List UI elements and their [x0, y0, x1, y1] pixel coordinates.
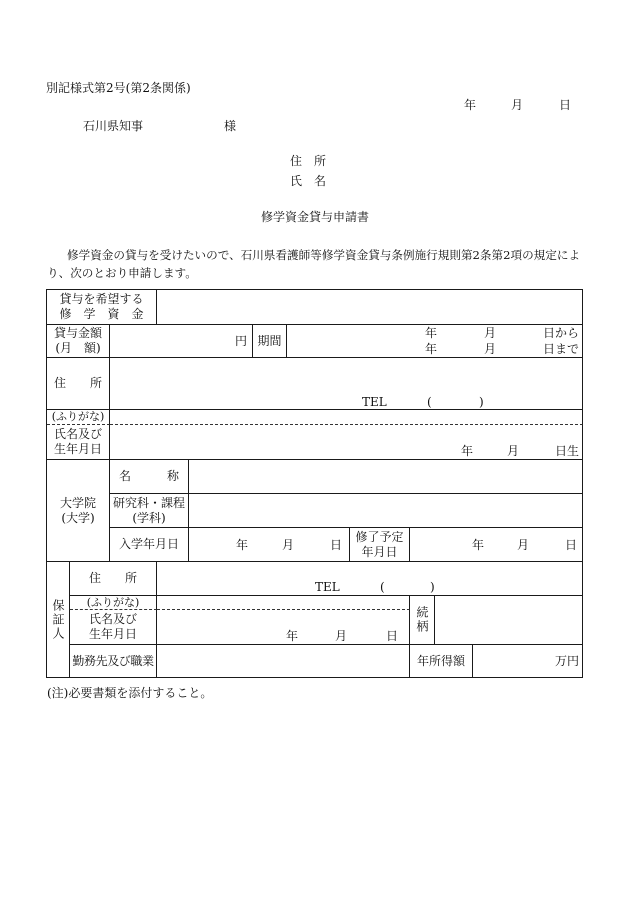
desired-fund-label-line: 貸与を希望する	[59, 292, 144, 306]
period-label	[253, 325, 287, 358]
loan-amount-label	[47, 325, 110, 358]
date-month-unit: 月	[511, 98, 524, 112]
guarantor-birth-year-unit: 年	[286, 629, 299, 643]
guarantor-birth-day-unit: 日	[386, 629, 399, 643]
man-yen-unit: 万円	[555, 654, 580, 668]
guarantor-name-birth-label-line: 生年月日	[88, 627, 137, 641]
department-label	[110, 494, 189, 528]
period-from-month: 月	[484, 326, 497, 340]
guarantor-label-cell	[47, 562, 70, 678]
date-year-unit: 年	[464, 98, 477, 112]
form-number: 別記様式第2号(第2条関係)	[46, 81, 191, 95]
addressee-name: 石川県知事	[83, 119, 144, 133]
school-label	[47, 460, 110, 562]
guarantor-name-birth-label	[70, 610, 157, 645]
guarantor-furigana-field	[157, 596, 410, 610]
enrollment-month-unit: 月	[282, 538, 295, 552]
completion-day-unit: 日	[565, 538, 578, 552]
guarantor-label: 保証人	[51, 598, 65, 641]
relationship-field	[435, 596, 583, 645]
completion-month-unit: 月	[517, 538, 530, 552]
school-name-label-text: 名 称	[118, 469, 179, 483]
loan-amount-field	[110, 325, 253, 358]
loan-amount-label-line: 貸与金額	[53, 326, 102, 340]
guarantor-furigana-label	[70, 596, 157, 610]
birth-day-unit: 日生	[555, 444, 580, 458]
period-to-year: 年	[425, 342, 438, 356]
enrollment-date-label	[110, 528, 189, 562]
guarantor-tel-label: TEL	[315, 580, 340, 594]
date-day-unit: 日	[559, 98, 572, 112]
enrollment-day-unit: 日	[330, 538, 343, 552]
guarantor-furigana-label-text: (ふりがな)	[86, 595, 140, 609]
school-name-label	[110, 460, 189, 494]
birth-month-unit: 月	[507, 444, 520, 458]
annual-income-label	[410, 645, 473, 678]
intro-text-line: 修学資金の貸与を受けたいので、石川県看護師等修学資金貸与条例施行規則第2条第2項の規定によ	[67, 248, 581, 262]
applicant-address-label	[47, 358, 110, 410]
birth-year-unit: 年	[461, 444, 474, 458]
guarantor-tel-close-paren: )	[430, 580, 435, 594]
applicant-tel-open-paren: (	[427, 395, 432, 409]
guarantor-address-field	[157, 562, 583, 596]
completion-date-label	[350, 528, 410, 562]
applicant-furigana-label	[47, 410, 110, 425]
applicant-name-heading: 氏 名	[290, 174, 327, 188]
applicant-name-birth-label-line: 氏名及び	[53, 427, 102, 441]
yen-unit: 円	[235, 334, 248, 348]
enrollment-year-unit: 年	[236, 538, 249, 552]
desired-fund-field	[157, 290, 583, 325]
relationship-label: 続柄	[415, 606, 429, 634]
applicant-address-field	[110, 358, 583, 410]
occupation-label	[70, 645, 157, 678]
period-from-year: 年	[425, 326, 438, 340]
applicant-tel-label: TEL	[362, 395, 387, 409]
completion-year-unit: 年	[472, 538, 485, 552]
completion-date-field	[410, 528, 583, 562]
applicant-furigana-field	[110, 410, 583, 425]
school-label-line: (大学)	[61, 510, 95, 525]
guarantor-birth-month-unit: 月	[335, 629, 348, 643]
annual-income-label-text: 年所得額	[416, 653, 465, 668]
period-to-day: 日まで	[543, 342, 580, 356]
occupation-field	[157, 645, 410, 678]
completion-date-label-line: 修了予定	[355, 529, 404, 544]
guarantor-name-birth-field	[157, 610, 410, 645]
enrollment-date-label-text: 入学年月日	[118, 537, 179, 551]
applicant-name-birth-field	[110, 425, 583, 460]
department-label-line: (学科)	[132, 510, 166, 525]
applicant-tel-close-paren: )	[479, 395, 484, 409]
occupation-label-text: 勤務先及び職業	[72, 653, 154, 668]
guarantor-name-birth-label-line: 氏名及び	[88, 612, 137, 626]
desired-fund-label	[47, 290, 157, 325]
period-to-month: 月	[484, 342, 497, 356]
relationship-label-cell	[410, 596, 435, 645]
guarantor-address-label-text: 住 所	[88, 571, 137, 585]
document-title: 修学資金貸与申請書	[260, 210, 369, 224]
period-field	[287, 325, 583, 358]
loan-amount-label-line: (月 額)	[55, 341, 101, 355]
department-field	[189, 494, 583, 528]
applicant-name-birth-label	[47, 425, 110, 460]
enrollment-date-field	[189, 528, 350, 562]
applicant-address-label-text: 住 所	[53, 376, 102, 390]
applicant-address-heading: 住 所	[290, 154, 327, 168]
period-from-day: 日から	[543, 326, 580, 340]
applicant-name-birth-label-line: 生年月日	[53, 442, 102, 456]
guarantor-address-label	[70, 562, 157, 596]
school-name-field	[189, 460, 583, 494]
completion-date-label-line: 年月日	[361, 544, 398, 559]
attachment-note: (注)必要書類を添付すること。	[47, 686, 213, 700]
annual-income-field	[473, 645, 583, 678]
application-form-table	[46, 289, 583, 678]
school-label-line: 大学院	[59, 495, 96, 510]
guarantor-tel-open-paren: (	[380, 580, 385, 594]
department-label-line: 研究科・課程	[112, 495, 185, 510]
intro-text-line: り、次のとおり申請します。	[47, 266, 197, 280]
addressee-honorific: 様	[224, 119, 237, 133]
period-label-text: 期間	[257, 333, 282, 348]
desired-fund-label-line: 修 学 資 金	[59, 307, 144, 321]
applicant-furigana-label-text: (ふりがな)	[51, 410, 105, 423]
